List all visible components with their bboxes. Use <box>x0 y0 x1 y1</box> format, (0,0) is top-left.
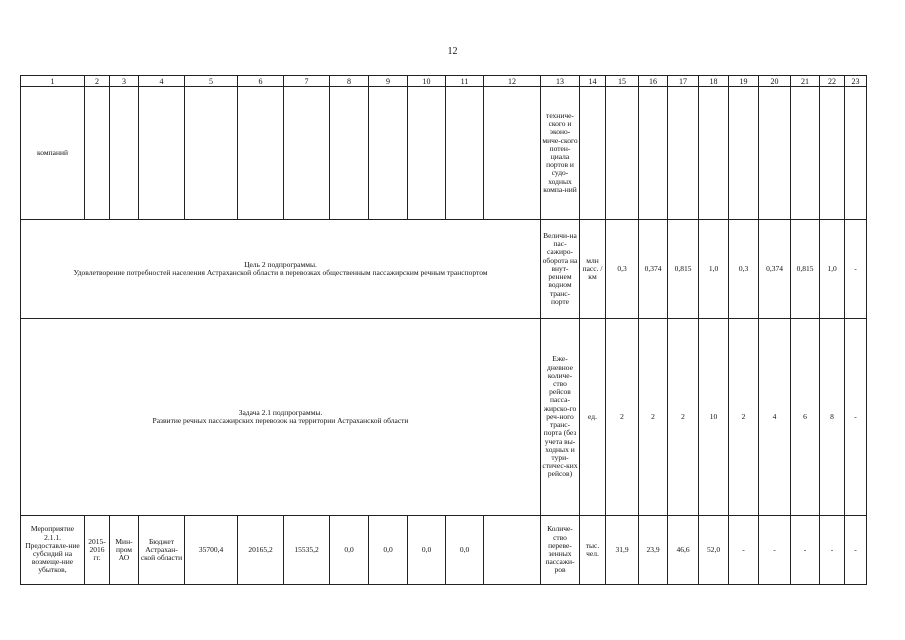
task-text: Развитие речных пассажирских перевозок на территории Астраханской области <box>152 416 409 425</box>
value-cell: - <box>820 516 845 585</box>
value-cell: - <box>845 220 867 319</box>
page-number: 12 <box>447 46 458 57</box>
value-cell: 8 <box>820 319 845 516</box>
value-cell: 0,815 <box>791 220 820 319</box>
header-cell: 7 <box>284 76 330 87</box>
value-cell: 4 <box>759 319 791 516</box>
executor-cell: Мин-пром АО <box>110 516 139 585</box>
unit-cell: млн пасс. / км <box>580 220 606 319</box>
value-cell: 10 <box>699 319 729 516</box>
header-cell: 15 <box>606 76 639 87</box>
empty-cell <box>791 87 820 220</box>
amount-cell: 35700,4 <box>185 516 238 585</box>
header-cell: 18 <box>699 76 729 87</box>
program-table <box>20 75 867 585</box>
task-title: Задача 2.1 подпрограммы. <box>238 407 323 417</box>
unit-cell: тыс. чел. <box>580 516 606 585</box>
amount-cell: 0,0 <box>369 516 408 585</box>
value-cell: - <box>729 516 759 585</box>
empty-cell <box>185 87 238 220</box>
empty-cell <box>606 87 639 220</box>
goal-text: Удовлетворение потребностей населения Астраханской области в перевозках общественным пассажирским речным транспортом <box>73 268 488 277</box>
header-cell: 6 <box>238 76 284 87</box>
header-cell: 22 <box>820 76 845 87</box>
header-cell: 19 <box>729 76 759 87</box>
header-cell: 14 <box>580 76 606 87</box>
indicator-cell: Величи-на пас-сажиро-оборота на внут-реннем водном транс-порте <box>541 220 580 319</box>
task-cell <box>21 319 541 516</box>
table-row <box>21 220 867 319</box>
value-cell: 0,3 <box>606 220 639 319</box>
source-cell: Бюджет Астрахан-ской области <box>139 516 185 585</box>
table-row <box>21 516 867 585</box>
header-cell: 8 <box>330 76 369 87</box>
empty-cell <box>639 87 668 220</box>
amount-cell: 0,0 <box>408 516 446 585</box>
amount-cell: 20165,2 <box>238 516 284 585</box>
value-cell: 0,374 <box>639 220 668 319</box>
table-row <box>21 87 867 220</box>
value-cell: 0,3 <box>729 220 759 319</box>
empty-cell <box>238 87 284 220</box>
header-cell: 10 <box>408 76 446 87</box>
value-cell: - <box>759 516 791 585</box>
empty-cell <box>759 87 791 220</box>
header-cell: 23 <box>845 76 867 87</box>
empty-cell <box>369 87 408 220</box>
empty-cell <box>484 87 541 220</box>
empty-cell <box>110 87 139 220</box>
header-row <box>21 76 867 87</box>
indicator-cell: Еже-дневное количе-ство рейсов пасса-жирско-го реч-ного транс-порта (без учета вы-ходных и тури-стичес-ких рейсов) <box>541 319 580 516</box>
empty-cell <box>284 87 330 220</box>
indicator-cell: Количе-ство перевe-зенных пассажи-ров <box>541 516 580 585</box>
table-row <box>21 319 867 516</box>
unit-cell: ед. <box>580 319 606 516</box>
empty-cell <box>820 87 845 220</box>
empty-cell <box>699 87 729 220</box>
header-cell: 21 <box>791 76 820 87</box>
amount-cell: 0,0 <box>446 516 484 585</box>
amount-cell: 0,0 <box>330 516 369 585</box>
value-cell: 6 <box>791 319 820 516</box>
empty-cell <box>85 87 110 220</box>
value-cell: 2 <box>606 319 639 516</box>
value-cell: 2 <box>729 319 759 516</box>
value-cell: 31,9 <box>606 516 639 585</box>
header-cell: 12 <box>484 76 541 87</box>
header-cell: 16 <box>639 76 668 87</box>
empty-cell <box>668 87 699 220</box>
value-cell: 2 <box>639 319 668 516</box>
header-cell: 4 <box>139 76 185 87</box>
value-cell: 23,9 <box>639 516 668 585</box>
measure-name-cell: Мероприятие 2.1.1. Предоставле-ние субсидий на возмеще-ние убытков, <box>21 516 85 585</box>
header-cell: 2 <box>85 76 110 87</box>
header-cell: 20 <box>759 76 791 87</box>
empty-cell <box>845 87 867 220</box>
header-cell: 13 <box>541 76 580 87</box>
empty-cell <box>729 87 759 220</box>
value-cell: 46,6 <box>668 516 699 585</box>
amount-cell: 15535,2 <box>284 516 330 585</box>
value-cell: 2 <box>668 319 699 516</box>
value-cell: 1,0 <box>699 220 729 319</box>
value-cell: 52,0 <box>699 516 729 585</box>
value-cell: 1,0 <box>820 220 845 319</box>
empty-cell <box>580 87 606 220</box>
value-cell: 0,374 <box>759 220 791 319</box>
value-cell: - <box>845 516 867 585</box>
empty-cell <box>446 87 484 220</box>
measure-name-cell: компаний <box>21 87 85 220</box>
value-cell: - <box>845 319 867 516</box>
empty-cell <box>330 87 369 220</box>
value-cell: 0,815 <box>668 220 699 319</box>
goal-title: Цель 2 подпрограммы. <box>244 259 317 269</box>
header-cell: 9 <box>369 76 408 87</box>
goal-cell <box>21 220 541 319</box>
empty-cell <box>139 87 185 220</box>
header-cell: 1 <box>21 76 85 87</box>
amount-cell <box>484 516 541 585</box>
header-cell: 3 <box>110 76 139 87</box>
header-cell: 17 <box>668 76 699 87</box>
header-cell: 11 <box>446 76 484 87</box>
period-cell: 2015-2016 гг. <box>85 516 110 585</box>
value-cell: - <box>791 516 820 585</box>
empty-cell <box>408 87 446 220</box>
header-cell: 5 <box>185 76 238 87</box>
indicator-cell: техниче-ского и эконо-миче-ского потен-циала портов и судо-ходных компа-ний <box>541 87 580 220</box>
